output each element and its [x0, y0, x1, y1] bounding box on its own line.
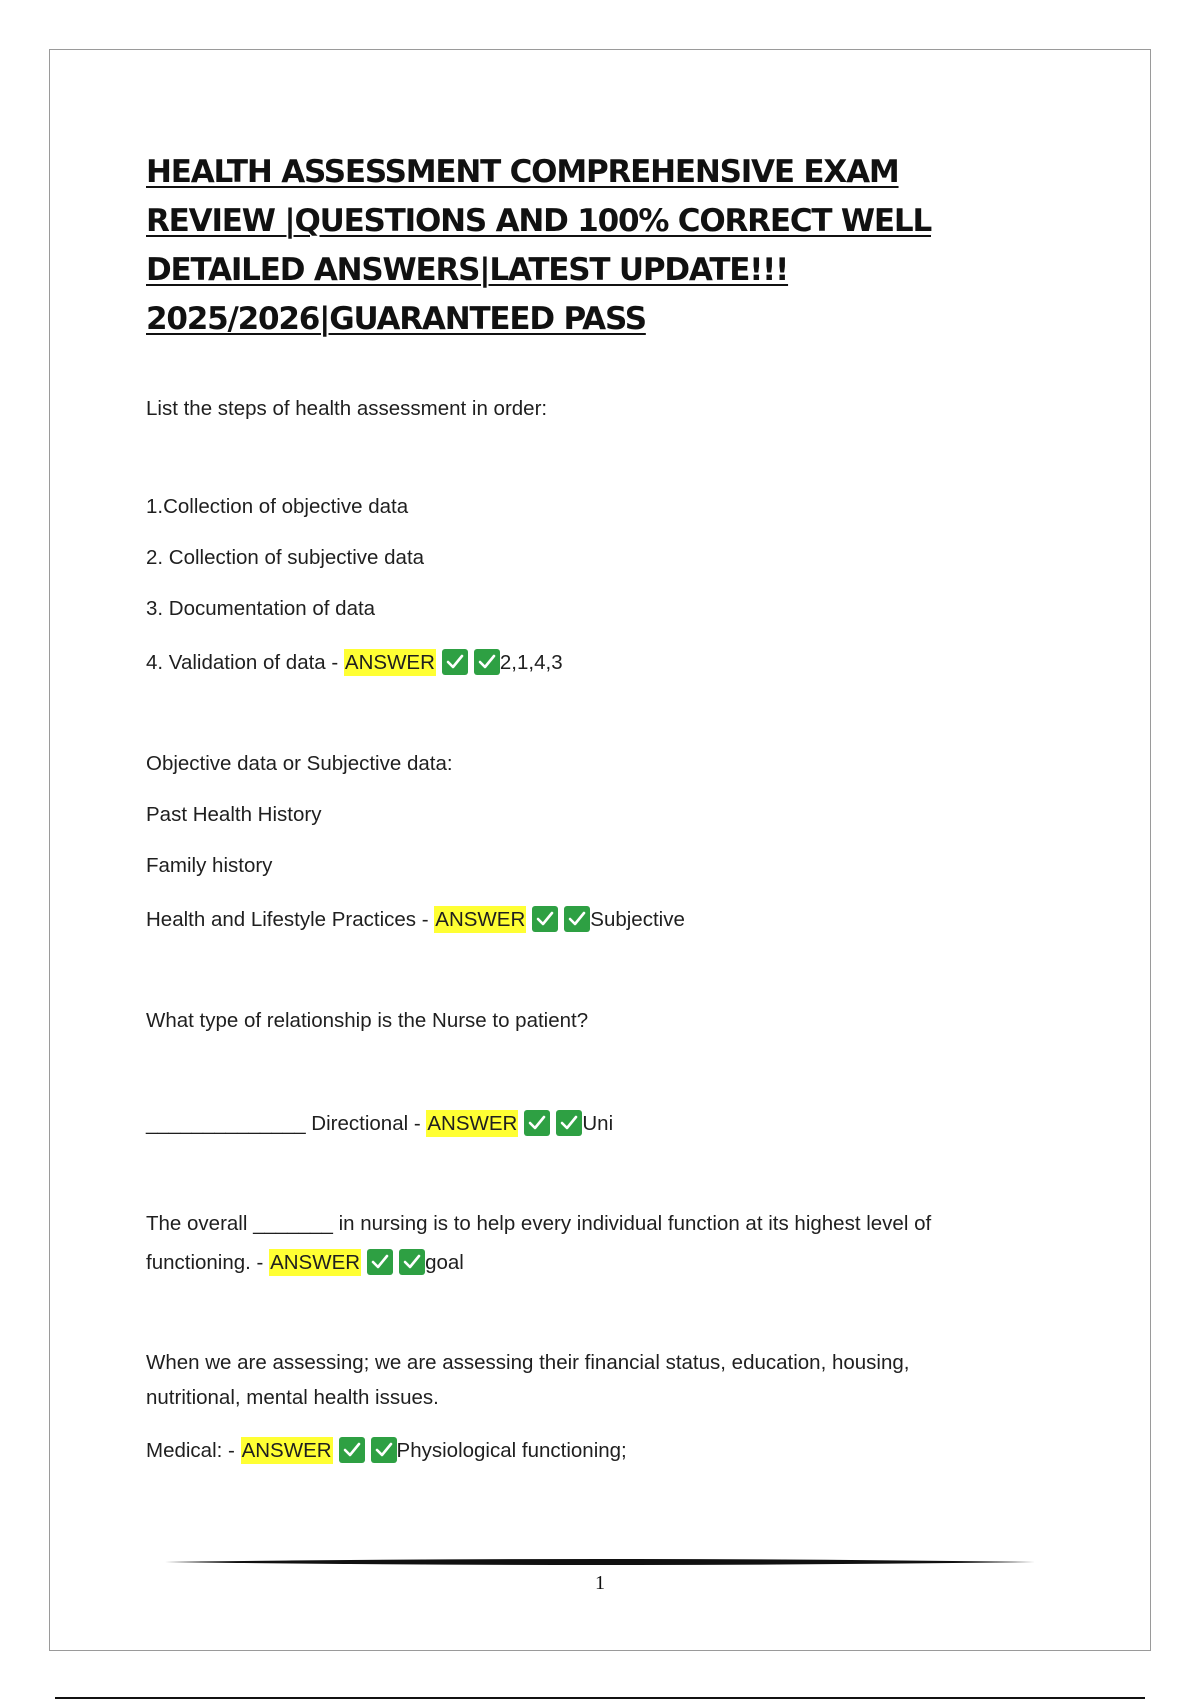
question-2-item-1: Past Health History	[146, 803, 322, 826]
question-1-item-4: 4. Validation of data -	[146, 651, 344, 674]
question-1-item-1: 1.Collection of objective data	[146, 495, 409, 518]
answer-label: ANSWER	[435, 908, 526, 931]
question-3-prompt: What type of relationship is the Nurse to patient?	[146, 1009, 589, 1032]
answer-label: ANSWER	[270, 1251, 361, 1274]
title-line: HEALTH ASSESSMENT COMPREHENSIVE EXAM	[146, 154, 899, 190]
check-mark-icon	[474, 649, 500, 675]
question-5-line-2: nutritional, mental health issues.	[146, 1386, 439, 1409]
answer-label: ANSWER	[241, 1439, 332, 1462]
question-3-answer-line	[146, 1110, 613, 1137]
question-5-line-3: Medical: -	[146, 1439, 241, 1462]
question-5-answer: Physiological functioning;	[396, 1439, 627, 1462]
check-mark-icon	[371, 1437, 397, 1463]
question-2-prompt: Objective data or Subjective data:	[146, 752, 453, 775]
check-mark-icon	[524, 1110, 550, 1136]
page-number: 1	[595, 1572, 605, 1594]
question-1-prompt: List the steps of health assessment in order:	[146, 397, 548, 420]
footer-divider	[165, 1558, 1035, 1566]
title-line: 2025/2026|GUARANTEED PASS	[146, 301, 646, 337]
check-mark-icon	[532, 906, 558, 932]
question-2-answer-line	[146, 906, 685, 933]
check-mark-icon	[339, 1437, 365, 1463]
question-3-answer: Uni	[582, 1112, 614, 1135]
question-2-item-2: Family history	[146, 854, 273, 877]
answer-label: ANSWER	[344, 651, 435, 674]
question-2-item-3: Health and Lifestyle Practices -	[146, 908, 435, 931]
question-5-answer-line	[146, 1437, 627, 1464]
question-1-item-3: 3. Documentation of data	[146, 597, 376, 620]
question-1-item-2: 2. Collection of subjective data	[146, 546, 425, 569]
page-bottom-rule	[55, 1697, 1145, 1699]
check-mark-icon	[564, 906, 590, 932]
check-mark-icon	[556, 1110, 582, 1136]
answer-label: ANSWER	[427, 1112, 518, 1135]
check-mark-icon	[442, 649, 468, 675]
question-4-answer-line	[146, 1249, 464, 1276]
document-title	[146, 148, 1046, 344]
question-4-line-2: functioning. -	[146, 1251, 270, 1274]
question-1-answer-line	[146, 649, 563, 676]
question-5-line-1: When we are assessing; we are assessing their financial status, education, housing,	[146, 1351, 910, 1374]
question-4-answer: goal	[425, 1251, 464, 1274]
question-3-blank-line: ______________ Directional -	[146, 1112, 427, 1135]
question-2-answer: Subjective	[590, 908, 685, 931]
check-mark-icon	[399, 1249, 425, 1275]
title-line: DETAILED ANSWERS|LATEST UPDATE!!!	[146, 252, 789, 288]
question-1-answer: 2,1,4,3	[499, 651, 563, 674]
check-mark-icon	[367, 1249, 393, 1275]
title-line: REVIEW |QUESTIONS AND 100% CORRECT WELL	[146, 203, 931, 239]
question-4-line-1: The overall _______ in nursing is to help every individual function at its highest level of	[146, 1212, 932, 1235]
